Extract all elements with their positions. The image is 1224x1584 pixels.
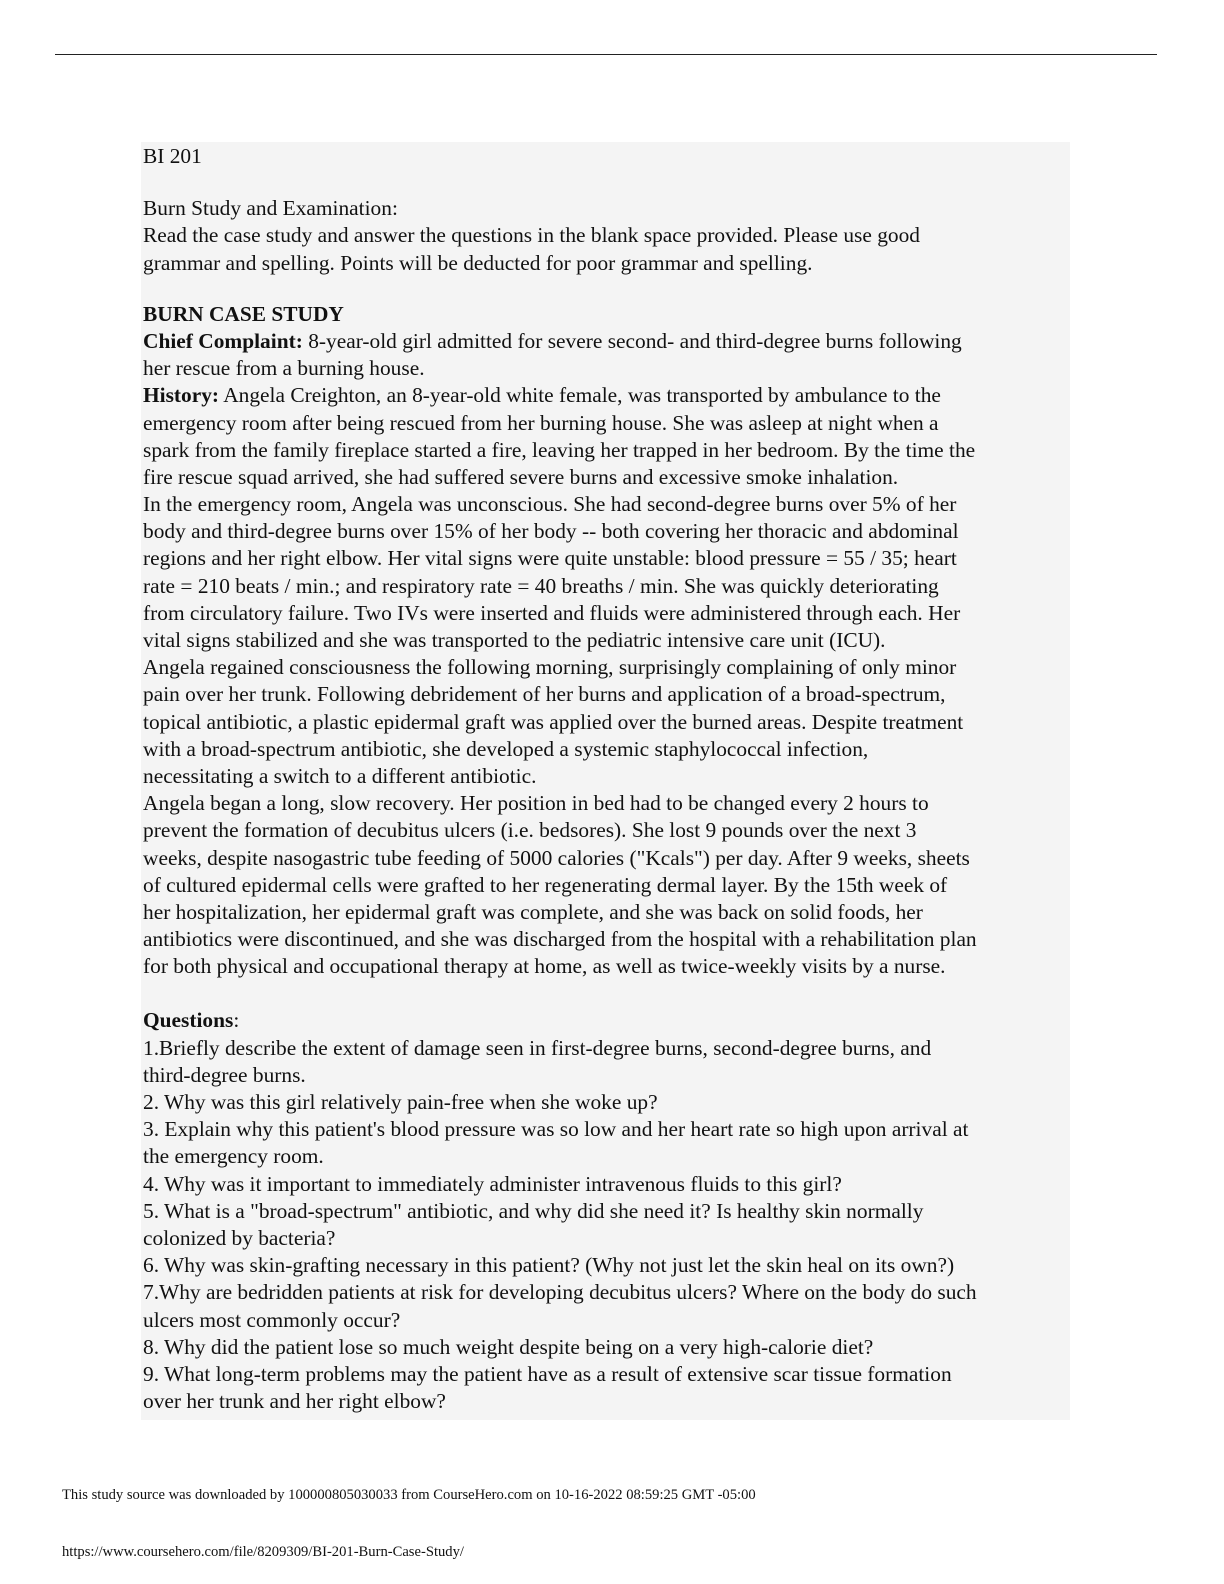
question-line: third-degree burns. [143, 1062, 306, 1087]
question-line: 2. Why was this girl relatively pain-free when she woke up? [143, 1090, 658, 1114]
questions-heading: Questions: [143, 1008, 240, 1033]
top-rule [55, 54, 1157, 55]
recovery-line: weeks, despite nasogastric tube feeding of 5000 calories ("Kcals") per day. After 9 weeks, sheets [143, 845, 970, 870]
history-line: emergency room after being rescued from her burning house. She was asleep at night when a [143, 410, 939, 435]
er-line: vital signs stabilized and she was transported to the pediatric intensive care unit (ICU). [143, 628, 886, 652]
recovery-line: her hospitalization, her epidermal graft was complete, and she was back on solid foods, her [143, 899, 923, 924]
question-line: 9. What long-term problems may the patient have as a result of extensive scar tissue formation [143, 1361, 952, 1386]
intro-line: grammar and spelling. Points will be deducted for poor grammar and spelling. [143, 250, 813, 275]
recovery-line: for both physical and occupational therapy at home, as well as twice-weekly visits by a nurse. [143, 954, 946, 979]
question-line: colonized by bacteria? [143, 1225, 336, 1250]
chief-complaint [143, 328, 1073, 355]
intro-line: Read the case study and answer the questions in the blank space provided. Please use good [143, 223, 920, 248]
question-line: ulcers most commonly occur? [143, 1307, 401, 1332]
er-line: body and third-degree burns over 15% of her body -- both covering her thoracic and abdominal [143, 519, 959, 544]
recovery-line: prevent the formation of decubitus ulcers (i.e. bedsores). She lost 9 pounds over the next 3 [143, 818, 917, 843]
download-notice: This study source was downloaded by 100000805030033 from CourseHero.com on 10-16-2022 08:59:25 GMT -05:00 [62, 1487, 756, 1503]
question-line: 5. What is a "broad-spectrum" antibiotic, and why did she need it? Is healthy skin normally [143, 1198, 924, 1223]
history [143, 382, 1073, 409]
intro-heading: Burn Study and Examination: [143, 196, 398, 221]
er-line: In the emergency room, Angela was unconscious. She had second-degree burns over 5% of her [143, 492, 957, 517]
question-line: the emergency room. [143, 1144, 324, 1169]
recovery-line: antibiotics were discontinued, and she was discharged from the hospital with a rehabilitation plan [143, 927, 977, 952]
question-line: 7.Why are bedridden patients at risk for developing decubitus ulcers? Where on the body do such [143, 1280, 977, 1305]
question-line: 8. Why did the patient lose so much weight despite being on a very high-calorie diet? [143, 1334, 874, 1359]
history-label: History: [143, 383, 220, 408]
chief-complaint-label: Chief Complaint: [143, 328, 303, 353]
source-url[interactable]: https://www.coursehero.com/file/8209309/BI-201-Burn-Case-Study/ [62, 1544, 464, 1560]
question-line: 3. Explain why this patient's blood pressure was so low and her heart rate so high upon arrival at [143, 1117, 969, 1142]
er-line: rate = 210 beats / min.; and respiratory rate = 40 breaths / min. She was quickly deteriorating [143, 573, 939, 598]
chief-complaint-line: her rescue from a burning house. [143, 356, 425, 381]
recovery-line: necessitating a switch to a different antibiotic. [143, 763, 537, 788]
history-line: fire rescue squad arrived, she had suffered severe burns and excessive smoke inhalation. [143, 464, 899, 489]
history-text: Angela Creighton, an 8-year-old white female, was transported by ambulance to the [219, 383, 941, 408]
questions-label: Questions [143, 1008, 234, 1033]
recovery-line: Angela regained consciousness the following morning, surprisingly complaining of only minor [143, 655, 957, 680]
question-line: over her trunk and her right elbow? [143, 1389, 446, 1414]
chief-complaint-text: 8-year-old girl admitted for severe second- and third-degree burns following [302, 328, 962, 353]
history-line: spark from the family fireplace started a fire, leaving her trapped in her bedroom. By the time the [143, 437, 976, 462]
recovery-line: Angela began a long, slow recovery. Her position in bed had to be changed every 2 hours to [143, 791, 929, 816]
spacer [143, 980, 1073, 1007]
course-code: BI 201 [143, 144, 202, 168]
question-line: 1.Briefly describe the extent of damage seen in first-degree burns, second-degree burns, and [143, 1035, 932, 1060]
case-title: BURN CASE STUDY [143, 301, 344, 326]
document-body [143, 143, 1073, 1415]
recovery-line: topical antibiotic, a plastic epidermal graft was applied over the burned areas. Despite treatment [143, 709, 964, 734]
er-line: regions and her right elbow. Her vital signs were quite unstable: blood pressure = 55 / 35; heart [143, 546, 957, 571]
question-line: 4. Why was it important to immediately administer intravenous fluids to this girl? [143, 1171, 842, 1196]
spacer [143, 170, 1073, 195]
recovery-line: of cultured epidermal cells were grafted to her regenerating dermal layer. By the 15th week of [143, 872, 948, 897]
recovery-line: pain over her trunk. Following debridement of her burns and application of a broad-spectrum, [143, 682, 946, 707]
recovery-line: with a broad-spectrum antibiotic, she developed a systemic staphylococcal infection, [143, 736, 869, 761]
spacer [143, 277, 1073, 301]
question-line: 6. Why was skin-grafting necessary in this patient? (Why not just let the skin heal on its own?) [143, 1253, 955, 1278]
er-line: from circulatory failure. Two IVs were inserted and fluids were administered through each. Her [143, 600, 961, 625]
